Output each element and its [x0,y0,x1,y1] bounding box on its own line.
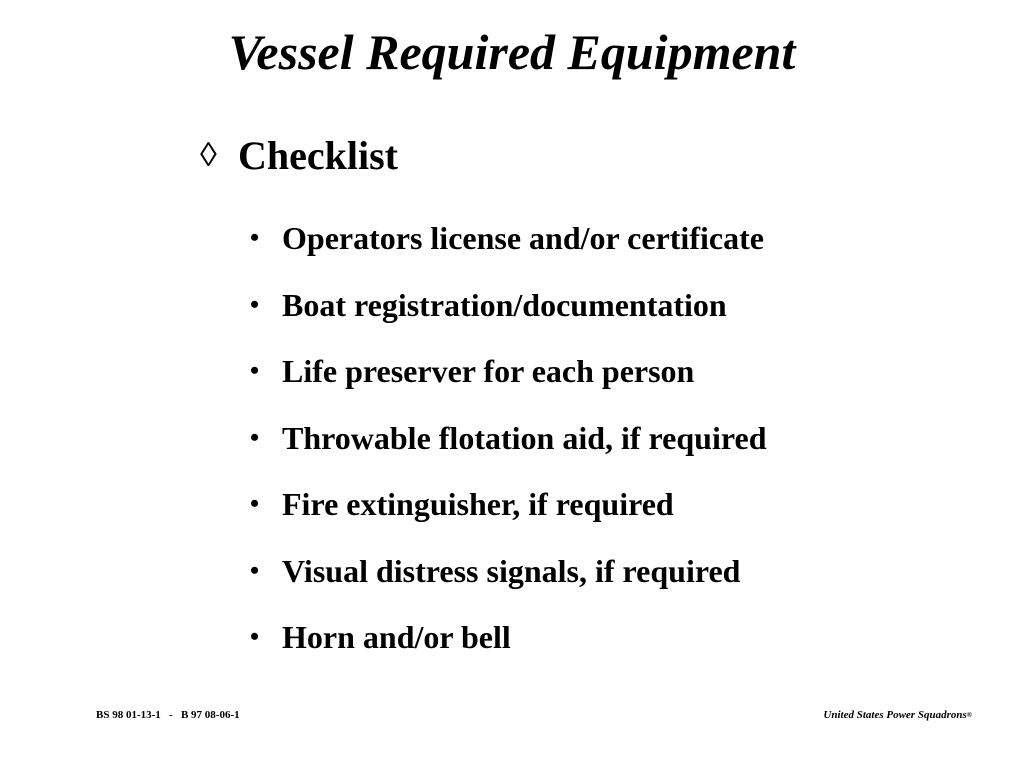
list-item [250,538,766,605]
slide-title: Vessel Required Equipment [228,24,796,80]
section-label: Checklist [238,133,398,178]
list-item-text: Throwable flotation aid, if required [282,419,767,456]
bullet-icon: • [250,622,260,652]
section-heading [200,131,398,181]
bullet-icon: • [250,555,260,585]
diamond-bullet-icon: ◊ [200,137,217,174]
list-item [250,471,766,538]
list-item-text: Fire extinguisher, if required [282,486,674,523]
list-item-text: Operators license and/or certificate [282,220,764,257]
list-item-text: Horn and/or bell [282,619,511,656]
bullet-icon: • [250,422,260,452]
list-item [250,405,766,472]
bullet-icon: • [250,356,260,386]
list-item-text: Boat registration/documentation [282,286,727,323]
checklist [250,205,766,671]
list-item-text: Visual distress signals, if required [282,552,741,589]
bullet-icon: • [250,289,260,319]
registered-mark: ® [966,711,972,719]
list-item [250,272,766,339]
footer-reference: BS 98 01-13-1 - B 97 08-06-1 [96,709,240,721]
bullet-icon: • [250,489,260,519]
bullet-icon: • [250,223,260,253]
list-item [250,338,766,405]
list-item-text: Life preserver for each person [282,353,695,390]
organization-name: United States Power Squadrons [823,709,967,721]
footer-organization [823,708,972,722]
list-item [250,604,766,671]
list-item [250,205,766,272]
